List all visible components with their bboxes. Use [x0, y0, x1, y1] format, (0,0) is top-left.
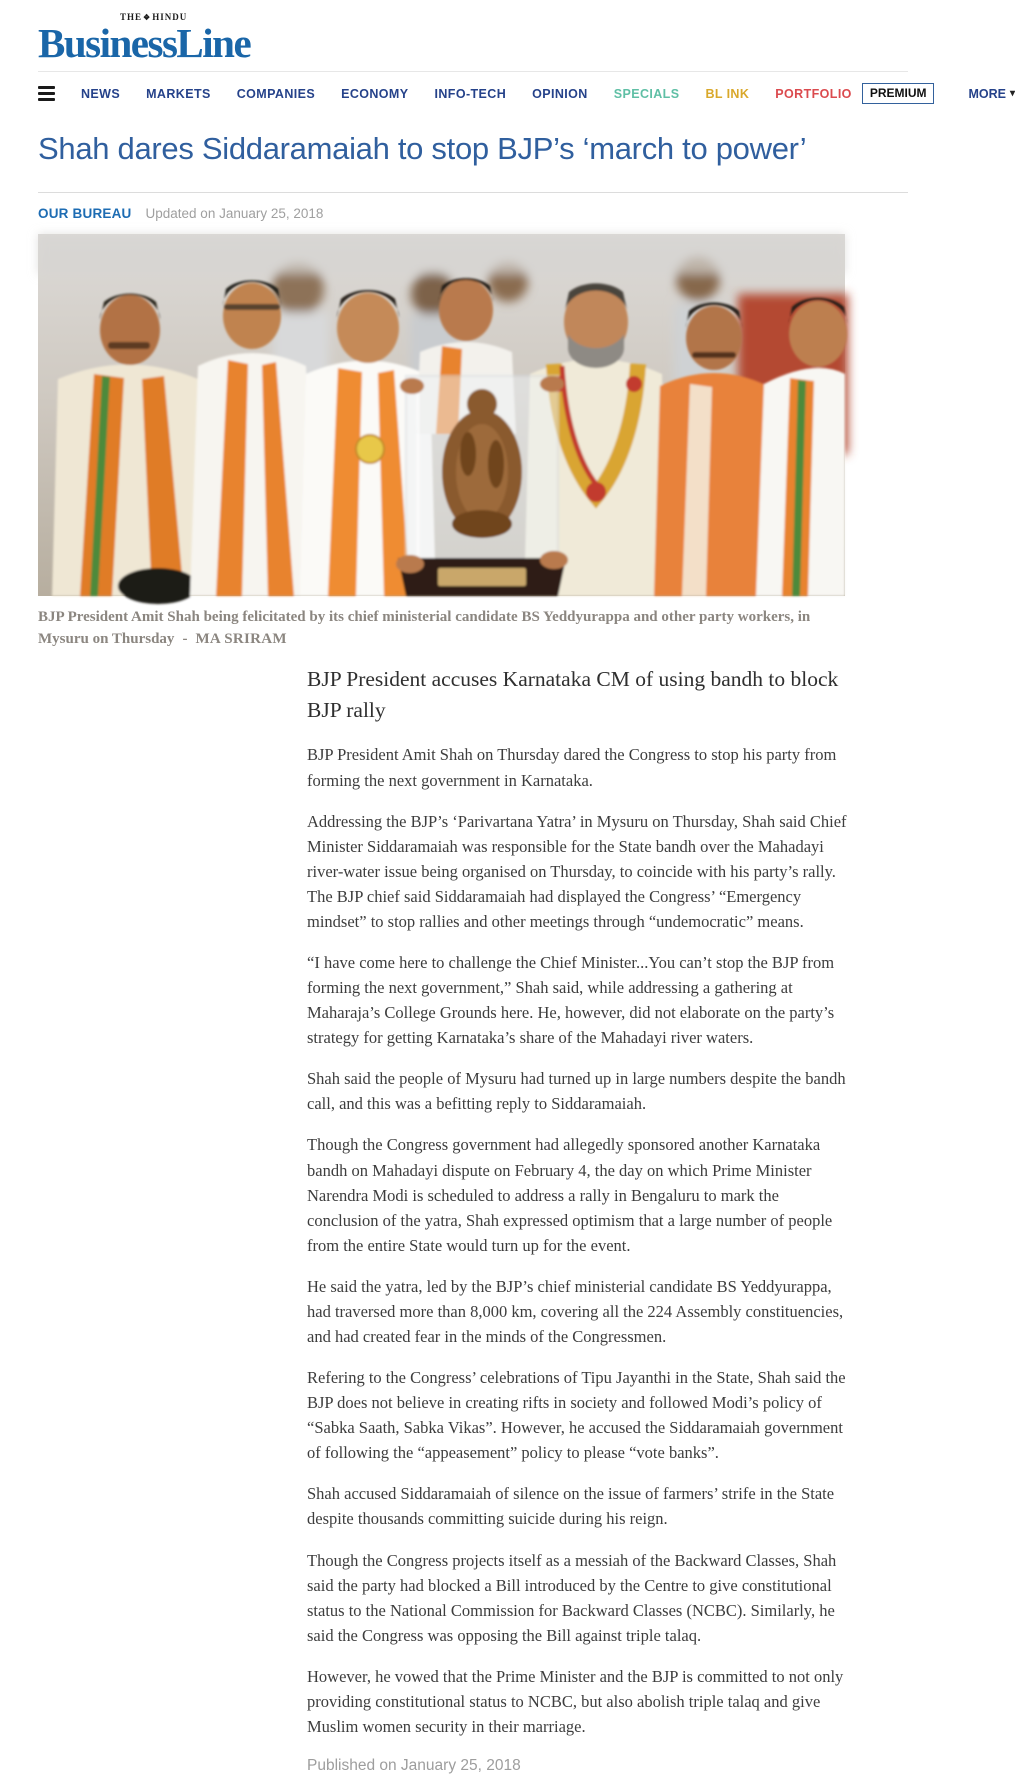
more-label: MORE [968, 86, 1006, 101]
nav-item[interactable]: ECONOMY [341, 86, 409, 101]
chevron-down-icon: ▾ [1009, 88, 1015, 99]
nav-item[interactable]: INFO-TECH [434, 86, 507, 101]
article-paragraph: Though the Congress projects itself as a messiah of the Backward Classes, Shah said the party had blocked a Bill introduced by the Centre to give constitutional status to the National Commission for Backward Classes (NCBC). Similarly, he said the Congress was opposing the Bill against triple talaq. [307, 1550, 837, 1645]
headline-divider [38, 192, 908, 193]
article-image [38, 234, 845, 596]
nav-item[interactable]: BL INK [705, 86, 750, 101]
nav-items [81, 87, 852, 101]
page-title: Shah dares Siddaramaiah to stop BJP’s ‘march to power’ [38, 131, 807, 166]
article-column [307, 664, 847, 1775]
article-body [307, 742, 847, 1739]
article-paragraph: Shah accused Siddaramaiah of silence on the issue of farmers’ strife in the State despite thousands committing suicide during his reign. [307, 1484, 835, 1529]
menu-icon[interactable] [38, 84, 55, 103]
published-date: Published on January 25, 2018 [307, 1757, 521, 1775]
nav-item[interactable]: MARKETS [146, 86, 211, 101]
premium-badge[interactable]: PREMIUM [862, 83, 935, 104]
nav-item[interactable]: SPECIALS [613, 86, 680, 101]
nav-item[interactable]: NEWS [81, 86, 121, 101]
updated-date: Updated on January 25, 2018 [145, 206, 324, 222]
masthead [38, 0, 908, 64]
article-paragraph: BJP President Amit Shah on Thursday dared the Congress to stop his party from forming the next government in Karnataka. [307, 745, 837, 790]
hindu-emblem-icon: ❖ [143, 13, 152, 22]
caption-text: BJP President Amit Shah being felicitated by its chief ministerial candidate BS Yeddyurappa and other party workers, in Mysuru on Thursday [38, 609, 811, 648]
the-hindu-tagline: THE❖HINDU [120, 12, 188, 22]
logo-text: BusinessLine [38, 20, 251, 66]
caption-separator: - [182, 631, 188, 648]
article-subtitle: BJP President accuses Karnataka CM of using bandh to block BJP rally [307, 667, 839, 722]
logo[interactable] [38, 10, 250, 64]
article-paragraph: However, he vowed that the Prime Minister and the BJP is committed to not only providing constitutional status to NCBC, but also abolish triple talaq and give Muslim women security in their marriage. [307, 1666, 844, 1737]
article-paragraph: Addressing the BJP’s ‘Parivartana Yatra’ in Mysuru on Thursday, Shah said Chief Minister Siddaramaiah was responsible for the State bandh over the Mahadayi river-water issue being organised on Thursday, to coincide with his party’s rally. The BJP chief said Siddaramaiah had displayed the Congress’ “Emergency mindset” to stop rallies and other meetings through “undemocratic” means. [307, 811, 847, 931]
caption-credit: MA SRIRAM [195, 631, 287, 648]
article-paragraph: Though the Congress government had allegedly sponsored another Karnataka bandh on Mahadayi dispute on February 4, the day on which Prime Minister Narendra Modi is scheduled to address a rally in Bengaluru to mark the conclusion of the yatra, Shah expressed optimism that a large number of people from the entire State would turn up for the event. [307, 1135, 833, 1255]
article-paragraph: “I have come here to challenge the Chief Minister...You can’t stop the BJP from forming the next government,” Shah said, while addressing a gathering at Maharaja’s College Grounds here. He, however, did not elaborate on the party’s strategy for getting Karnataka’s share of the Mahadayi river waters. [307, 953, 835, 1048]
nav-item-more[interactable] [968, 87, 1015, 101]
byline-author[interactable]: OUR BUREAU [38, 206, 132, 222]
image-caption [38, 606, 844, 650]
nav-item[interactable]: OPINION [532, 86, 588, 101]
article-paragraph: He said the yatra, led by the BJP’s chief ministerial candidate BS Yeddyurappa, had traversed more than 8,000 km, covering all the 224 Assembly constituencies, and had created fear in the minds of the Congressmen. [307, 1276, 844, 1347]
article-photo [38, 234, 845, 596]
byline [38, 206, 908, 221]
article-paragraph: Refering to the Congress’ celebrations of Tipu Jayanthi in the State, Shah said the BJP does not believe in creating rifts in society and followed Modi’s policy of “Sabka Saath, Sabka Vikas”. However, he accused the Siddaramaiah government of following the “appeasement” policy to please “vote banks”. [307, 1368, 846, 1463]
article-paragraph: Shah said the people of Mysuru had turned up in large numbers despite the bandh call, and this was a befitting reply to Siddaramaiah. [307, 1069, 846, 1114]
nav-item[interactable]: PORTFOLIO [775, 86, 852, 101]
nav-item[interactable]: COMPANIES [236, 86, 316, 101]
main-nav [38, 71, 1015, 113]
